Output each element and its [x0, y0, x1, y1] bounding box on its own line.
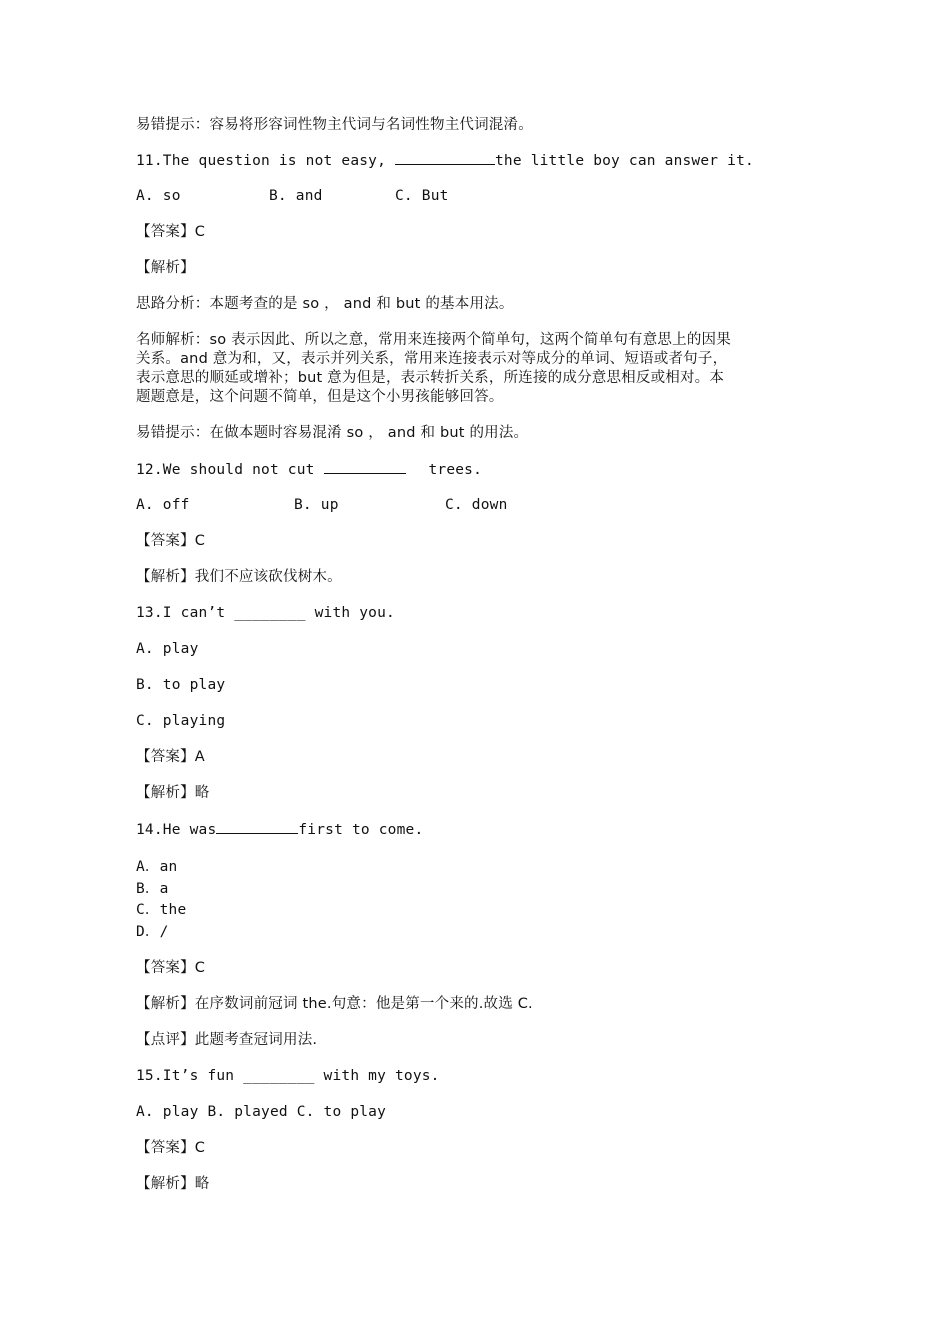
answer-15: 【答案】C	[136, 1140, 206, 1156]
question-15: 15.It’s fun ________ with my toys.	[136, 1068, 440, 1084]
comment-14: 【点评】此题考查冠词用法.	[136, 1032, 318, 1048]
answer-14: 【答案】C	[136, 960, 206, 976]
analysis-15: 【解析】略	[136, 1176, 210, 1192]
option-b: B. up	[294, 497, 339, 513]
answer-13: 【答案】A	[136, 749, 205, 765]
teacher-analysis-11-line-1: 名师解析：so 表示因此、所以之意，常用来连接两个简单句，这两个简单句有意思上的因果	[136, 332, 731, 348]
question-14-option-b: B．a	[136, 881, 169, 897]
option-a: A. off	[136, 497, 190, 513]
analysis-11-title: 【解析】	[136, 260, 195, 276]
option-c: C. But	[395, 188, 449, 204]
question-13: 13.I can’t ________ with you.	[136, 605, 395, 621]
question-11-before: 11.The question is not easy,	[136, 153, 395, 169]
option-b: B. and	[269, 188, 323, 204]
question-15-options: A. play B. played C. to play	[136, 1104, 387, 1120]
teacher-analysis-11-line-3: 表示意思的顺延或增补；but 意为但是，表示转折关系，所连接的成分意思相反或相对。本	[136, 370, 725, 386]
question-12-before: 12.We should not cut	[136, 462, 324, 478]
question-11-after: the little boy can answer it.	[494, 153, 754, 169]
analysis-13: 【解析】略	[136, 785, 210, 801]
question-12-blank	[324, 460, 406, 474]
question-11-options	[136, 187, 449, 205]
question-14-blank	[216, 820, 298, 834]
question-13-option-a: A. play	[136, 641, 199, 657]
question-11-blank	[395, 151, 495, 165]
question-13-option-b: B. to play	[136, 677, 226, 693]
teacher-analysis-11-line-2: 关系。and 意为和，又，表示并列关系，常用来连接表示对等成分的单词、短语或者句子，	[136, 351, 728, 367]
thinking-11: 思路分析：本题考查的是 so ， and 和 but 的基本用法。	[136, 296, 514, 312]
question-14	[136, 820, 423, 839]
teacher-analysis-11-line-4: 题题意是，这个问题不简单，但是这个小男孩能够回答。	[136, 389, 504, 405]
question-12-after: trees.	[419, 462, 483, 478]
question-14-option-c: C．the	[136, 902, 187, 918]
question-12-options	[136, 496, 508, 514]
question-13-option-c: C. playing	[136, 713, 226, 729]
question-14-before: 14.He was	[136, 822, 217, 838]
question-14-option-a: A．an	[136, 859, 178, 875]
question-14-option-d: D．/	[136, 924, 169, 940]
tip-11: 易错提示：在做本题时容易混淆 so ， and 和 but 的用法。	[136, 425, 529, 441]
answer-11: 【答案】C	[136, 224, 206, 240]
question-11	[136, 151, 754, 170]
intro-tip: 易错提示：容易将形容词性物主代词与名词性物主代词混淆。	[136, 117, 533, 133]
question-14-after: first to come.	[298, 822, 424, 838]
analysis-14: 【解析】在序数词前冠词 the.句意：他是第一个来的.故选 C.	[136, 996, 533, 1012]
option-c: C. down	[445, 497, 508, 513]
question-12	[136, 460, 482, 479]
analysis-12: 【解析】我们不应该砍伐树木。	[136, 569, 342, 585]
answer-12: 【答案】C	[136, 533, 206, 549]
option-a: A. so	[136, 188, 181, 204]
